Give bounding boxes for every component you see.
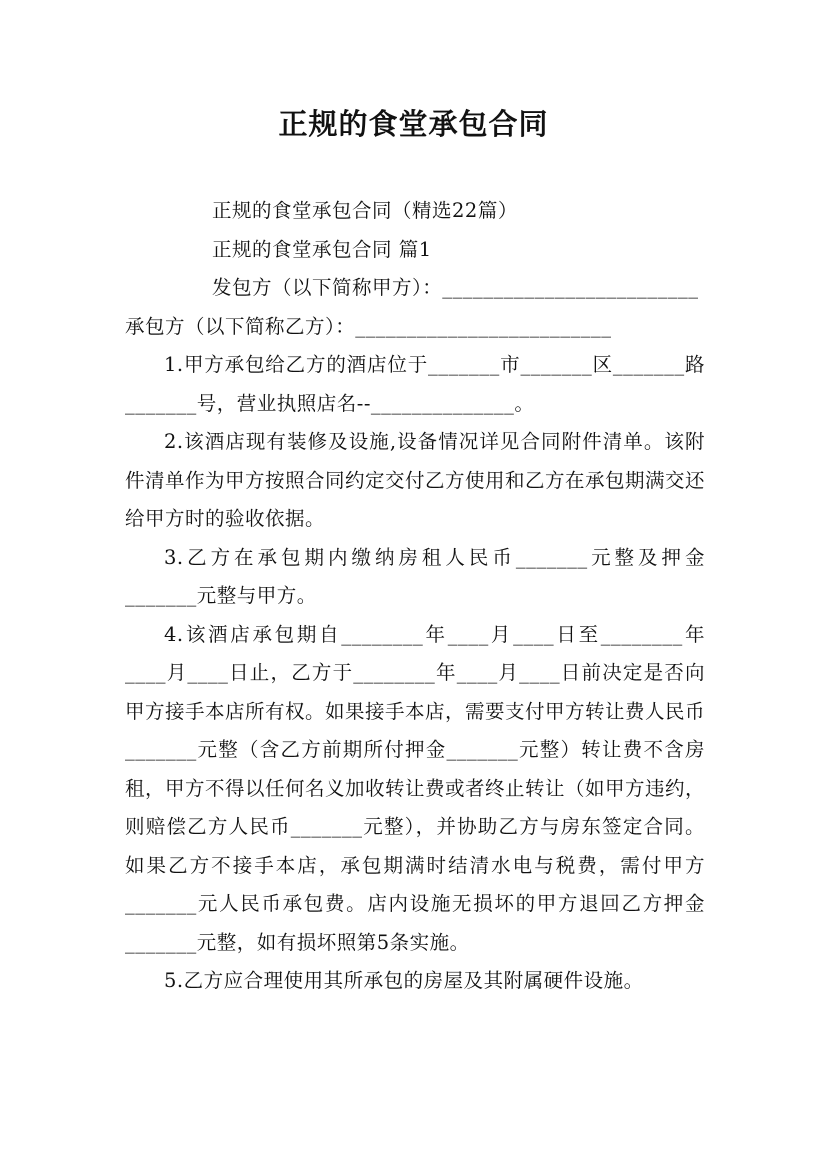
paragraph-clause-4: 4.该酒店承包期自________年____月____日至________年____月____日止，乙方于________年____月____日前决定是否向甲方接手本店所有权。如果接手本店，需要支付甲方转让费人民币_______元整（含乙方前期所付押金_______元整）转让费不含房租，甲方不得以任何名义加收转让费或者终止转让（如甲方违约，则赔偿乙方人民币_______元整），并协助乙方与房东签定合同。如果乙方不接手本店，承包期满时结清水电与税费，需付甲方_______元人民币承包费。店内设施无损坏的甲方退回乙方押金_______元整，如有损坏照第5条实施。	[125, 622, 706, 954]
paragraph-party-a: 发包方（以下简称甲方）：_________________________	[212, 276, 699, 299]
paragraph-section-heading: 正规的食堂承包合同 篇1	[212, 237, 432, 261]
document-body	[125, 192, 705, 1001]
paragraph-clause-5: 5.乙方应合理使用其所承包的房屋及其附属硬件设施。	[164, 969, 644, 992]
paragraph-clause-2: 2.该酒店现有装修及设施,设备情况详见合同附件清单。该附件清单作为甲方按照合同约定交付乙方使用和乙方在承包期满交还给甲方时的验收依据。	[125, 430, 706, 530]
document-title: 正规的食堂承包合同	[278, 107, 549, 141]
paragraph-subtitle: 正规的食堂承包合同（精选22篇）	[212, 199, 518, 222]
paragraph-clause-3: 3.乙方在承包期内缴纳房租人民币_______元整及押金_______元整与甲方。	[125, 545, 705, 607]
paragraph-clause-1: 1.甲方承包给乙方的酒店位于_______市_______区_______路_______号，营业执照店名--______________。	[125, 353, 705, 415]
paragraph-party-b: 承包方（以下简称乙方）：_________________________	[125, 314, 612, 338]
